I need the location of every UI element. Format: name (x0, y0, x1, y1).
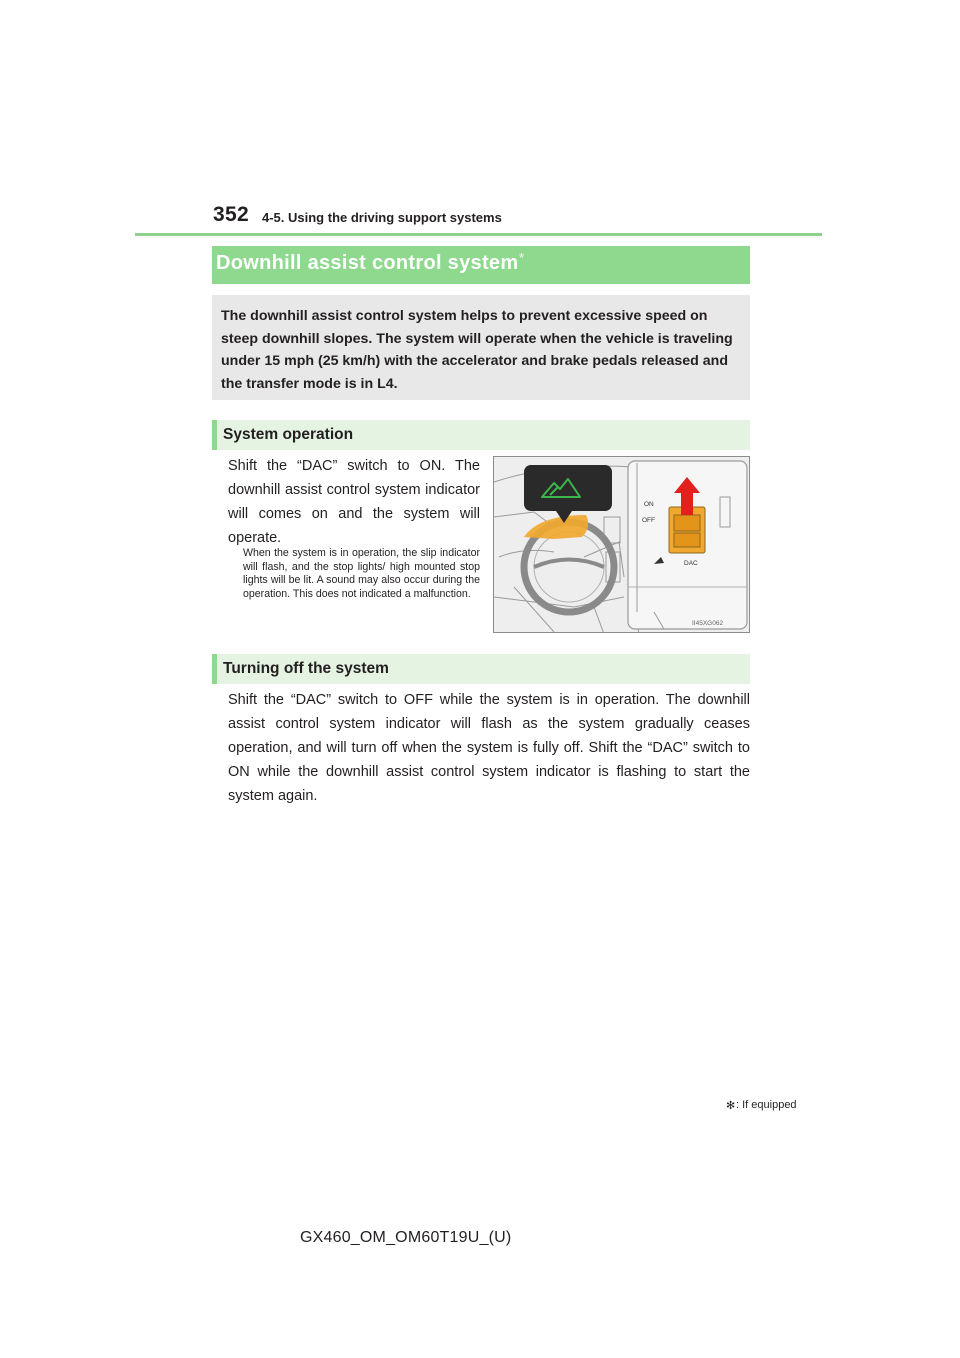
switch-off-label: OFF (642, 517, 655, 524)
intro-text: The downhill assist control system helps to prevent excessive speed on steep downhill slopes. The system will operate when the vehicle is traveling under 15 mph (25 km/h) with the accelerator and brake pedals released and the transfer mode is in L4. (221, 308, 733, 392)
equipped-mark: * (519, 250, 525, 265)
system-operation-text: Shift the “DAC” switch to ON. The downhill assist control system indicator will comes on and the system will operate. (228, 458, 480, 546)
header-divider (135, 233, 822, 236)
switch-name-label: DAC (684, 560, 698, 567)
footnote-mark: ✻ (726, 1100, 736, 1112)
document-id: GX460_OM_OM60T19U_(U) (300, 1229, 512, 1246)
system-operation-heading: System operation (223, 426, 354, 443)
page-number: 352 (213, 203, 249, 226)
section-title: 4-5. Using the driving support systems (262, 210, 502, 225)
footnote-text: : If equipped (736, 1099, 797, 1111)
switch-on-label: ON (644, 501, 654, 508)
turning-off-accent (212, 654, 217, 684)
image-code: II45XG062 (692, 620, 724, 627)
system-operation-note: When the system is in operation, the slip indicator will flash, and the stop lights/ high mounted stop lights will be lit. A sound may also occur during the operation. This does not indicated a malfunction. (243, 547, 480, 600)
turning-off-text: Shift the “DAC” switch to OFF while the system is in operation. The downhill assist control system indicator will flash as the system gradually ceases operation, and will turn off when the system is fully off. Shift the “DAC” switch to ON while the downhill assist control system indicator is flashing to start the system again. (228, 692, 750, 804)
dashboard-drawing (494, 457, 750, 633)
page-title: Downhill assist control system (216, 252, 519, 274)
system-operation-accent (212, 420, 217, 450)
dac-switch-illustration (493, 456, 750, 633)
turning-off-heading: Turning off the system (223, 660, 389, 677)
